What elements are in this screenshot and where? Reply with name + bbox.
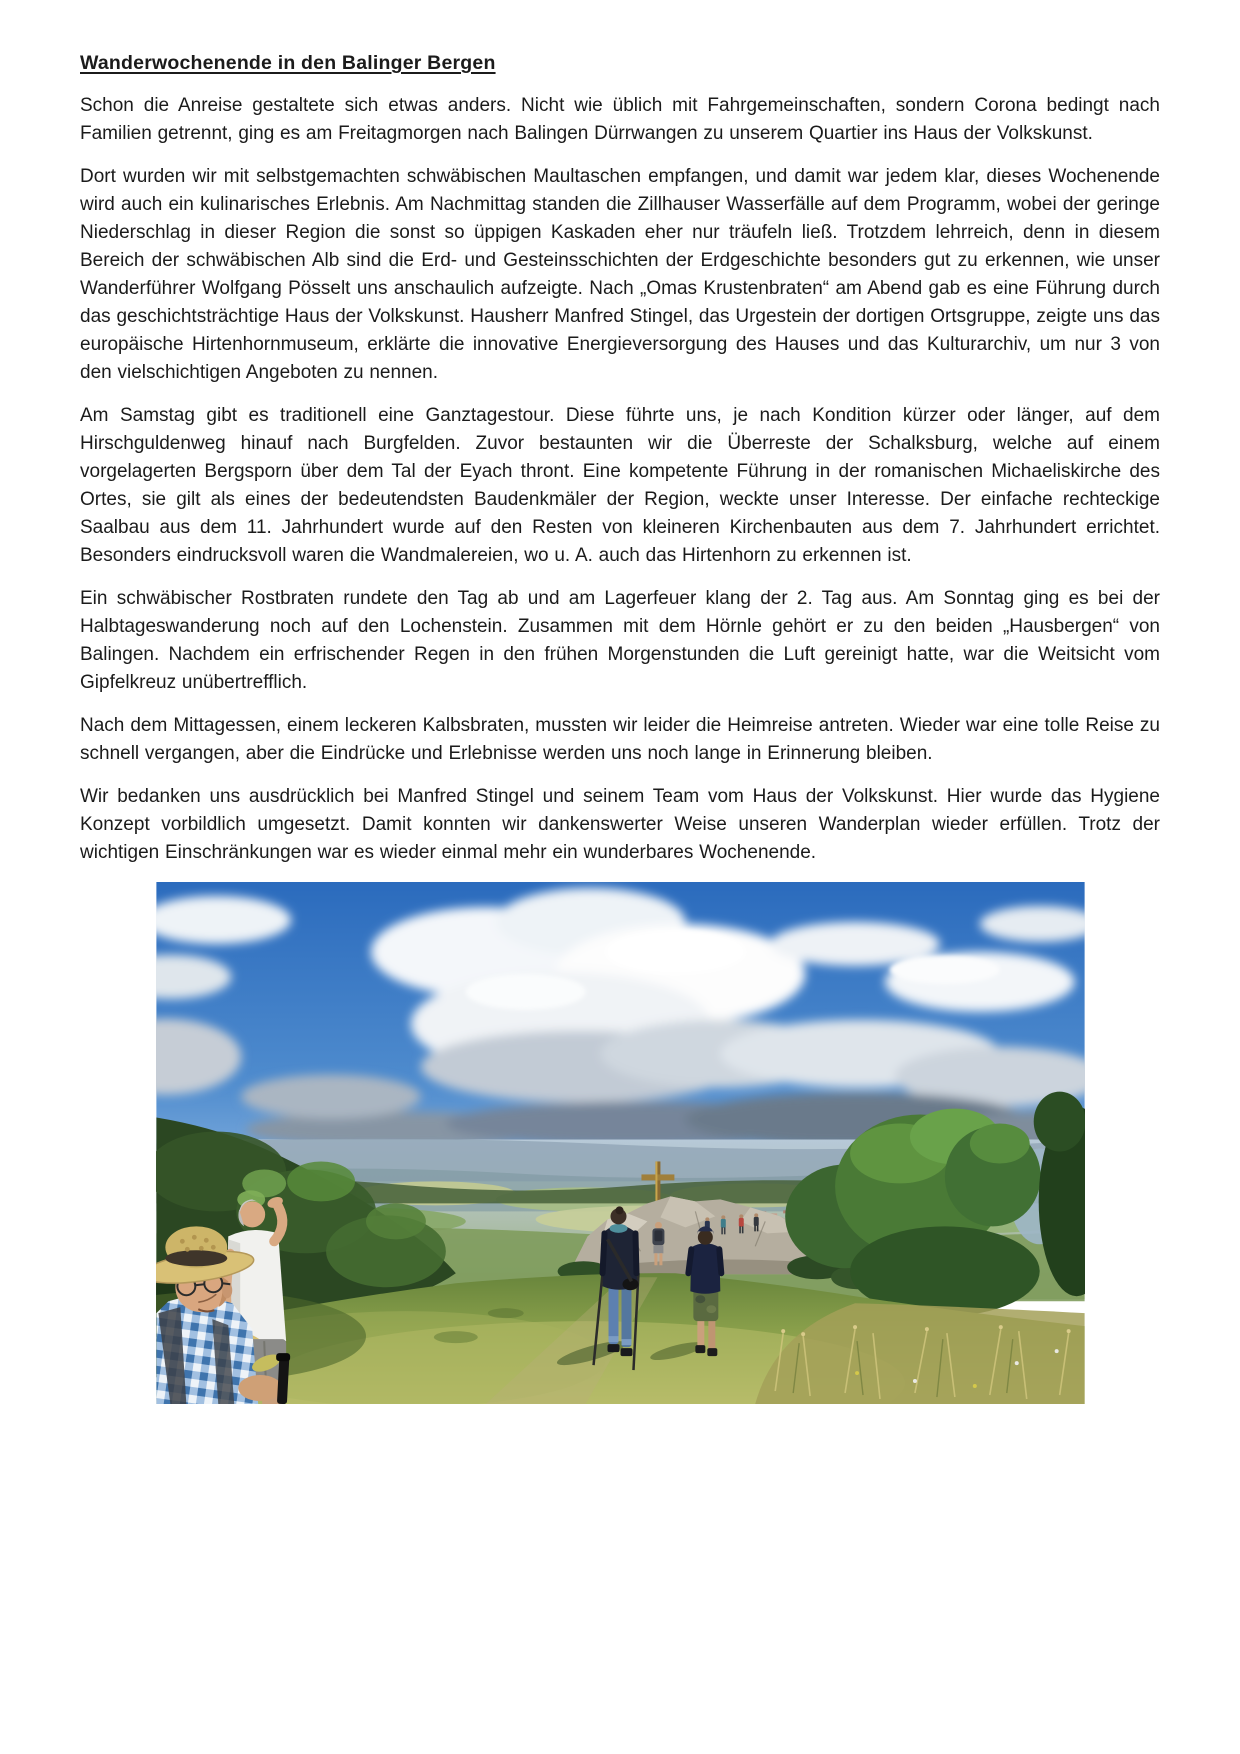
paragraph-heimreise: Nach dem Mittagessen, einem leckeren Kalbsbraten, mussten wir leider die Heimreise antreten. Wieder war eine tolle Reise zu schnell vergangen, aber die Eindrücke und Erlebnisse werden uns noch lange in Erinnerung bleiben. [80, 715, 1160, 764]
paragraph-anreise: Schon die Anreise gestaltete sich etwas anders. Nicht wie üblich mit Fahrgemeinschaften, sondern Corona bedingt nach Familien getrennt, ging es am Freitagmorgen nach Balingen Dürrwangen zu unserem Quartier ins Haus der Volkskunst. [80, 95, 1160, 144]
summit-photo [80, 882, 1160, 1404]
paragraph-sonntag: Ein schwäbischer Rostbraten rundete den Tag ab und am Lagerfeuer klang der 2. Tag aus. Am Sonntag ging es bei der Halbtageswanderung noch auf den Lochenstein. Zusammen mit dem Hörnle gehört er zu den beiden „Hausbergen“ von Balingen. Nachdem ein erfrischender Regen in den frühen Morgenstunden die Luft gereinigt hatte, war die Weitsicht vom Gipfelkreuz unübertrefflich. [80, 588, 1160, 693]
summit-photo-illustration [156, 882, 1085, 1404]
paragraph-samstag: Am Samstag gibt es traditionell eine Ganztagestour. Diese führte uns, je nach Kondition kürzer oder länger, auf dem Hirschguldenweg hinauf nach Burgfelden. Zuvor bestaunten wir die Überreste der Schalksburg, welche auf einem vorgelagerten Bergsporn über dem Tal der Eyach thront. Eine kompetente Führung in der romanischen Michaeliskirche des Ortes, sie gilt als eines der bedeutendsten Baudenkmäler der Region, weckte unser Interesse. Der einfache rechteckige Saalbau aus dem 11. Jahrhundert wurde auf den Resten von kleineren Kirchenbauten aus dem 7. Jahrhundert errichtet. Besonders eindrucksvoll waren die Wandmalereien, wo u. A. auch das Hirtenhorn zu erkennen ist. [80, 405, 1160, 566]
paragraph-freitag: Dort wurden wir mit selbstgemachten schwäbischen Maultaschen empfangen, und damit war jedem klar, dieses Wochenende wird auch ein kulinarisches Erlebnis. Am Nachmittag standen die Zillhauser Wasserfälle auf dem Programm, wobei der geringe Niederschlag in dieser Region die sonst so üppigen Kaskaden eher nur träufeln ließ. Trotzdem lehrreich, denn in diesem Bereich der schwäbischen Alb sind die Erd- und Gesteinsschichten der Erdgeschichte besonders gut zu erkennen, wie unser Wanderführer Wolfgang Pösselt uns anschaulich aufzeigte. Nach „Omas Krustenbraten“ am Abend gab es eine Führung durch das geschichtsträchtige Haus der Volkskunst. Hausherr Manfred Stingel, das Urgestein der dortigen Ortsgruppe, zeigte uns das europäische Hirtenhornmuseum, erklärte die innovative Energieversorgung des Hauses und das Kulturarchiv, um nur 3 von den vielschichtigen Angeboten zu nennen. [80, 166, 1160, 383]
document-title: Wanderwochenende in den Balinger Bergen [80, 52, 496, 74]
paragraph-dank: Wir bedanken uns ausdrücklich bei Manfred Stingel und seinem Team vom Haus der Volkskunst. Hier wurde das Hygiene Konzept vorbildlich umgesetzt. Damit konnten wir dankenswerter Weise unseren Wanderplan wieder erfüllen. Trotz der wichtigen Einschränkungen war es wieder einmal mehr ein wunderbares Wochenende. [80, 786, 1160, 863]
